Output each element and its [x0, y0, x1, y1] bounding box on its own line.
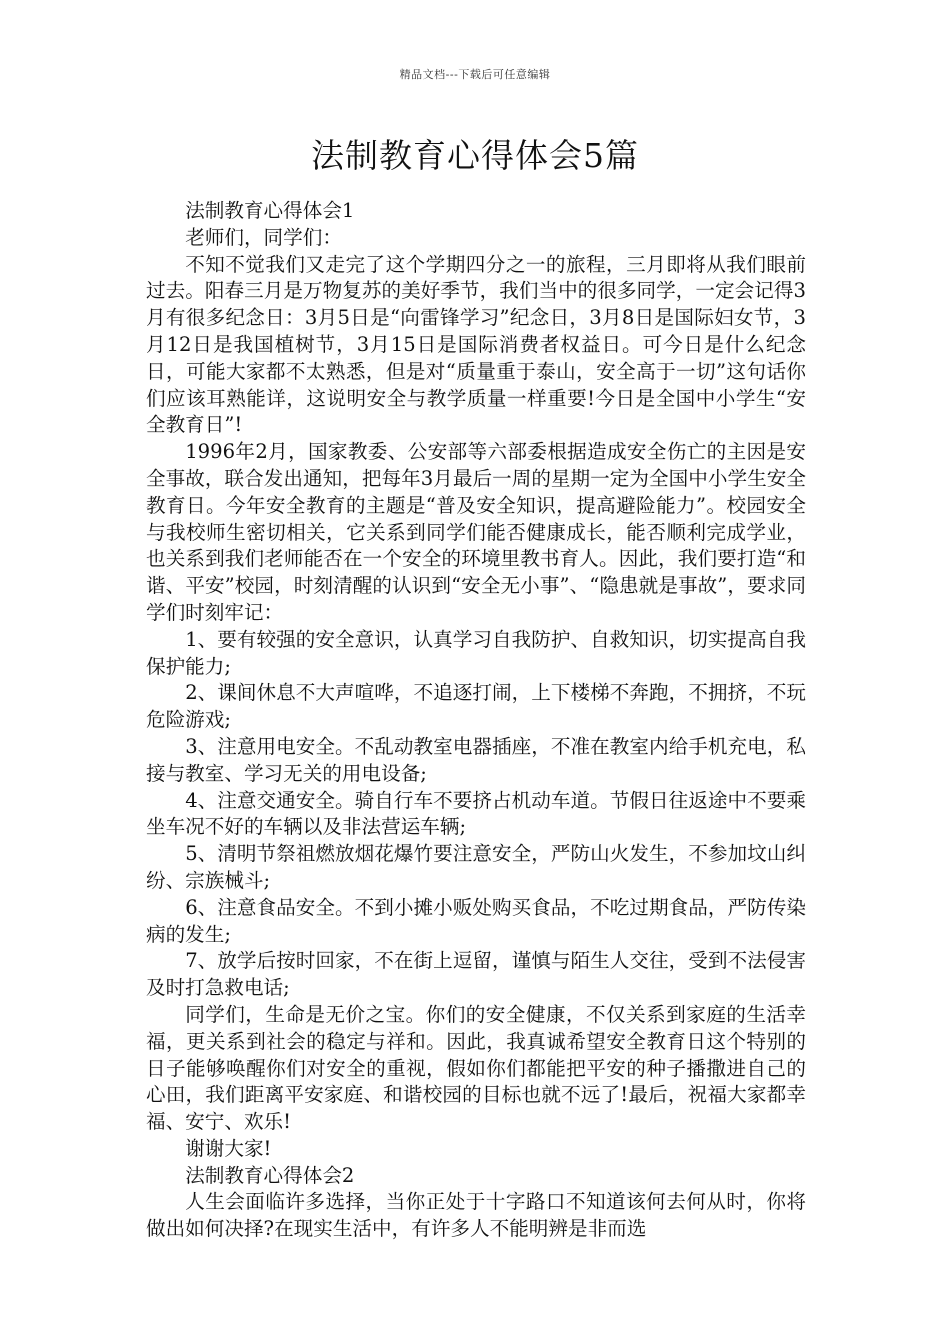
body-paragraph: 1996年2月，国家教委、公安部等六部委根据造成安全伤亡的主因是安全事故，联合发出通知，把每年3月最后一周的星期一定为全国中小学生安全教育日。今年安全教育的主题是“普及安全知识，提高避险能力”。校园安全与我校师生密切相关，它关系到同学们能否健康成长，能否顺利完成学业，也关系到我们老师能否在一个安全的环境里教书育人。因此，我们要打造“和谐、平安”校园，时刻清醒的认识到“安全无小事”、“隐患就是事故”，要求同学们时刻牢记： [146, 440, 806, 624]
body-paragraph: 不知不觉我们又走完了这个学期四分之一的旅程，三月即将从我们眼前过去。阳春三月是万物复苏的美好季节，我们当中的很多同学，一定会记得3月有很多纪念日：3月5日是“向雷锋学习”纪念日，3月8日是国际妇女节，3月12日是我国植树节，3月15日是国际消费者权益日。可今日是什么纪念日，可能大家都不太熟悉，但是对“质量重于泰山，安全高于一切”这句话你们应该耳熟能详，这说明安全与教学质量一样重要!今日是全国中小学生“安全教育日”! [146, 252, 806, 437]
salutation: 老师们，同学们： [185, 225, 342, 249]
section-heading-1: 法制教育心得体会1 [185, 199, 355, 222]
closing-line: 谢谢大家! [185, 1136, 272, 1160]
list-item-1: 1、要有较强的安全意识，认真学习自我防护、自救知识，切实提高自我保护能力; [146, 627, 806, 678]
list-item-3: 3、注意用电安全。不乱动教室电器插座，不准在教室内给手机充电，私接与教室、学习无关的用电设备; [146, 734, 806, 785]
page-header-note: 精品文档---下载后可任意编辑 [399, 68, 551, 81]
list-item-6: 6、注意食品安全。不到小摊小贩处购买食品，不吃过期食品，严防传染病的发生; [146, 895, 806, 946]
list-item-7: 7、放学后按时回家，不在街上逗留，谨慎与陌生人交往，受到不法侵害及时打急救电话; [146, 949, 806, 1000]
list-item-5: 5、清明节祭祖燃放烟花爆竹要注意安全，严防山火发生，不参加坟山纠纷、宗族械斗; [146, 842, 806, 892]
section-heading-2: 法制教育心得体会2 [185, 1163, 355, 1187]
document-body [146, 198, 806, 1243]
list-item-2: 2、课间休息不大声喧哗，不追逐打闹，上下楼梯不奔跑，不拥挤，不玩危险游戏; [146, 681, 806, 732]
body-paragraph: 同学们，生命是无价之宝。你们的安全健康，不仅关系到家庭的生活幸福，更关系到社会的稳定与祥和。因此，我真诚希望安全教育日这个特别的日子能够唤醒你们对安全的重视，假如你们都能把平安的种子播撒进自己的心田，我们距离平安家庭、和谐校园的目标也就不远了!最后，祝福大家都幸福、安宁、欢乐! [146, 1002, 806, 1134]
body-paragraph: 人生会面临许多选择，当你正处于十字路口不知道该何去何从时，你将做出如何决择?在现实生活中，有许多人不能明辨是非而选 [146, 1190, 806, 1241]
document-title: 法制教育心得体会5篇 [311, 136, 639, 175]
list-item-4: 4、注意交通安全。骑自行车不要挤占机动车道。节假日往返途中不要乘坐车况不好的车辆以及非法营运车辆; [146, 788, 806, 839]
